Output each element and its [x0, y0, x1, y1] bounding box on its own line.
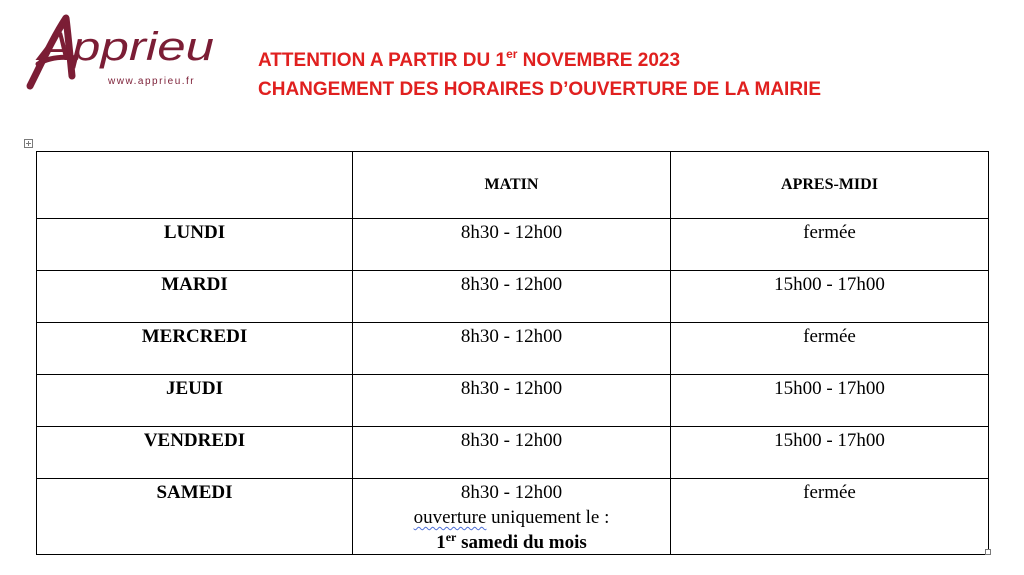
logo-url: www.apprieu.fr — [108, 76, 196, 87]
morning-cell: 8h30 - 12h00 — [353, 271, 671, 323]
afternoon-cell: 15h00 - 17h00 — [671, 427, 989, 479]
afternoon-cell: fermée — [671, 479, 989, 555]
header-cell-morning: MATIN — [353, 152, 671, 219]
day-cell: SAMEDI — [37, 479, 353, 555]
day-cell: JEUDI — [37, 375, 353, 427]
saturday-note: ouverture uniquement le : — [413, 507, 610, 528]
table-row-mardi — [37, 271, 989, 323]
table-resize-handle-icon[interactable] — [985, 549, 991, 555]
notice-headline — [258, 46, 821, 104]
day-cell: MARDI — [37, 271, 353, 323]
table-row-jeudi — [37, 375, 989, 427]
saturday-note-bold: 1er samedi du mois — [436, 530, 587, 553]
morning-cell: 8h30 - 12h00 — [353, 323, 671, 375]
day-cell: VENDREDI — [37, 427, 353, 479]
table-header-row — [37, 152, 989, 219]
afternoon-cell: fermée — [671, 219, 989, 271]
morning-cell: 8h30 - 12h00 — [353, 219, 671, 271]
table-row-lundi — [37, 219, 989, 271]
table-row-mercredi — [37, 323, 989, 375]
table-row-vendredi — [37, 427, 989, 479]
afternoon-cell: 15h00 - 17h00 — [671, 375, 989, 427]
day-cell: LUNDI — [37, 219, 353, 271]
notice-line-1: ATTENTION A PARTIR DU 1er NOVEMBRE 2023 — [258, 47, 681, 71]
spellcheck-word: ouverture — [413, 507, 487, 528]
morning-cell: 8h30 - 12h00 ouverture uniquement le : 1er samedi du mois — [353, 479, 671, 555]
afternoon-cell: 15h00 - 17h00 — [671, 271, 989, 323]
logo-wordmark: Apprieu — [35, 25, 214, 69]
header-cell-afternoon: APRES-MIDI — [671, 152, 989, 219]
table-row-samedi — [37, 479, 989, 555]
header-cell-day — [37, 152, 353, 219]
notice-line-2: CHANGEMENT DES HORAIRES D’OUVERTURE DE LA MAIRIE — [258, 79, 821, 100]
morning-cell: 8h30 - 12h00 — [353, 375, 671, 427]
opening-hours-table — [36, 151, 989, 555]
afternoon-cell: fermée — [671, 323, 989, 375]
day-cell: MERCREDI — [37, 323, 353, 375]
morning-cell: 8h30 - 12h00 — [353, 427, 671, 479]
table-move-handle-icon[interactable] — [24, 139, 33, 148]
apprieu-logo — [24, 12, 224, 92]
